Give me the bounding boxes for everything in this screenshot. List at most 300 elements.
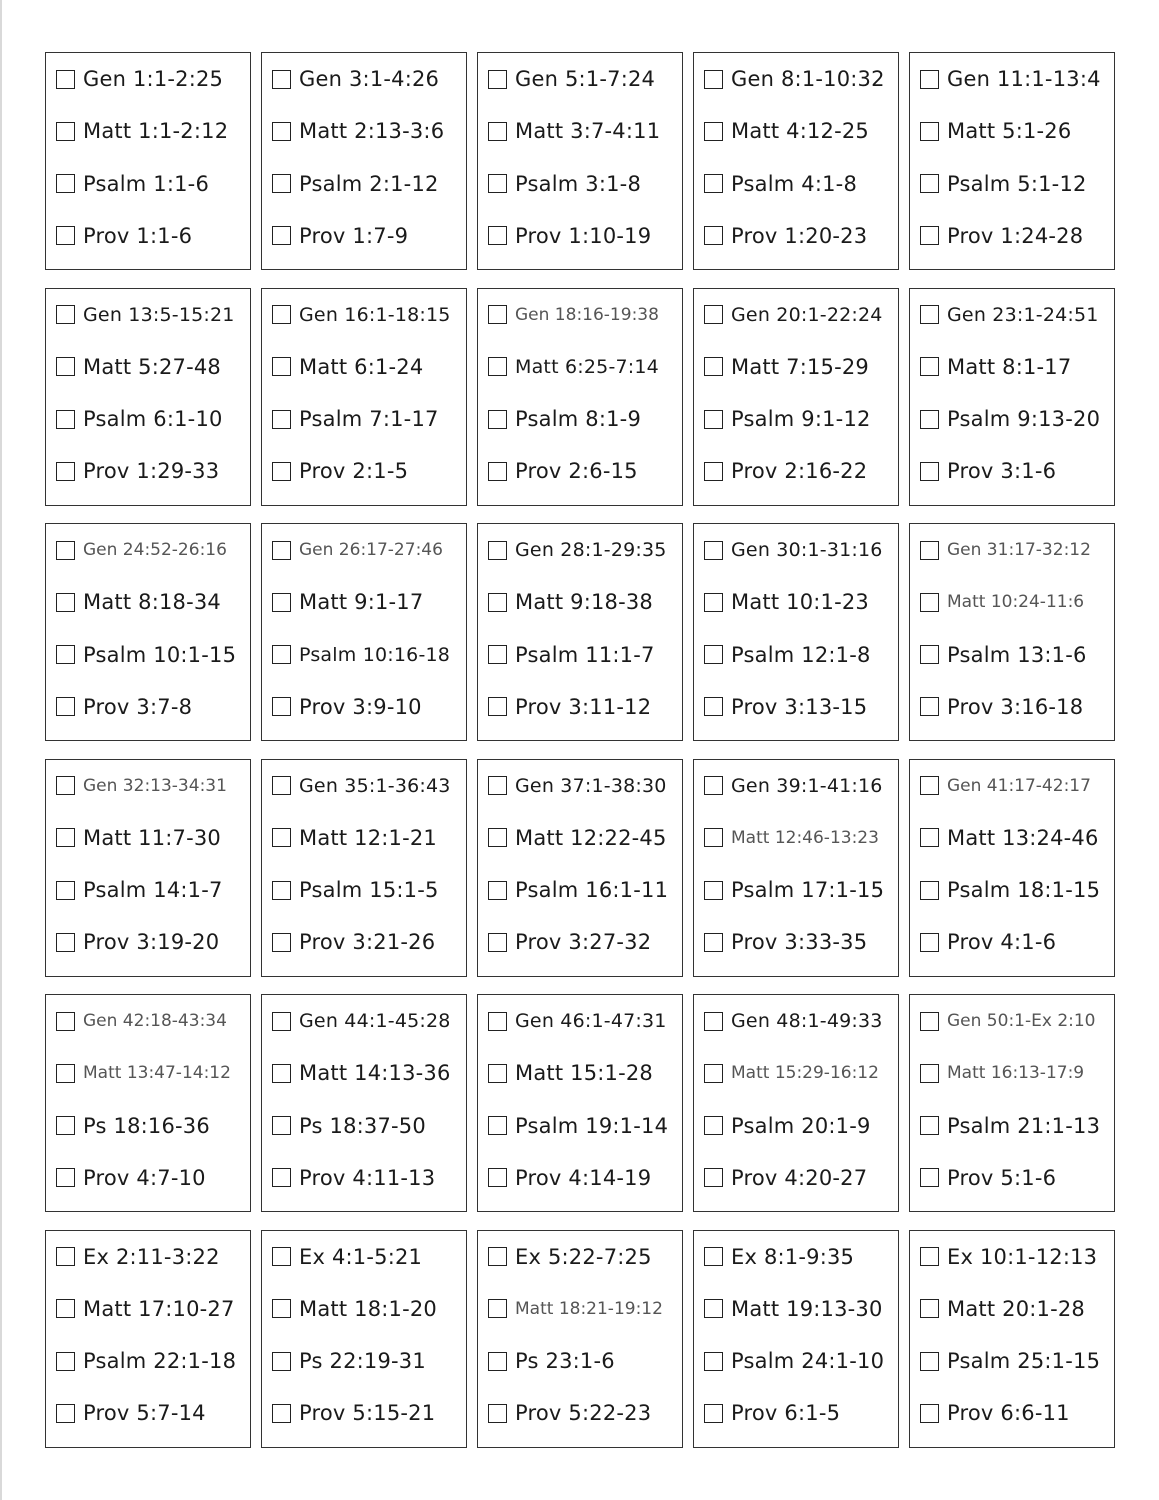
reading-label: Prov 5:1-6: [947, 1165, 1057, 1190]
reading-entry-psalm[interactable]: [56, 1112, 250, 1140]
reading-label: Gen 16:1-18:15: [299, 303, 451, 326]
reading-entry-gen[interactable]: [56, 301, 250, 329]
reading-label: Ex 2:11-3:22: [83, 1244, 220, 1269]
checkbox[interactable]: [704, 645, 723, 664]
reading-entry-psalm[interactable]: [272, 1347, 466, 1375]
reading-label: Prov 3:11-12: [515, 694, 652, 719]
page-edge: [0, 0, 2, 1500]
reading-label: Matt 1:1-2:12: [83, 119, 229, 144]
checkbox[interactable]: [56, 828, 75, 847]
checkbox[interactable]: [704, 697, 723, 716]
reading-label: Prov 5:7-14: [83, 1401, 206, 1426]
reading-entry-psalm[interactable]: [56, 641, 250, 669]
checkbox[interactable]: [56, 541, 75, 560]
checkbox[interactable]: [920, 1352, 939, 1371]
reading-entry-psalm[interactable]: [272, 1112, 466, 1140]
checkbox[interactable]: [56, 1116, 75, 1135]
checkbox[interactable]: [704, 226, 723, 245]
checkbox[interactable]: [272, 1352, 291, 1371]
reading-entry-matt[interactable]: [488, 824, 682, 852]
checkbox[interactable]: [488, 776, 507, 795]
checkbox[interactable]: [920, 122, 939, 141]
checkbox[interactable]: [488, 305, 507, 324]
checkbox[interactable]: [488, 462, 507, 481]
reading-entry-psalm[interactable]: [56, 1347, 250, 1375]
checkbox[interactable]: [704, 1352, 723, 1371]
reading-label: Prov 3:9-10: [299, 694, 422, 719]
reading-entry-prov[interactable]: [704, 1399, 898, 1427]
reading-entry-gen[interactable]: [272, 536, 466, 564]
checkbox[interactable]: [488, 174, 507, 193]
reading-entry-gen[interactable]: [920, 536, 1114, 564]
reading-label: Prov 3:19-20: [83, 930, 220, 955]
reading-label: Prov 1:24-28: [947, 223, 1084, 248]
reading-entry-prov[interactable]: [704, 928, 898, 956]
reading-entry-matt[interactable]: [704, 353, 898, 381]
reading-entry-prov[interactable]: [56, 1164, 250, 1192]
reading-entry-psalm[interactable]: [488, 641, 682, 669]
reading-entry-prov[interactable]: [704, 457, 898, 485]
checkbox[interactable]: [272, 1299, 291, 1318]
reading-entry-matt[interactable]: [488, 117, 682, 145]
checkbox[interactable]: [704, 305, 723, 324]
reading-entry-gen[interactable]: [920, 1243, 1114, 1271]
reading-label: Gen 46:1-47:31: [515, 1010, 667, 1032]
reading-entry-psalm[interactable]: [56, 876, 250, 904]
checkbox[interactable]: [704, 593, 723, 612]
reading-entry-matt[interactable]: [920, 1295, 1114, 1323]
checkbox[interactable]: [488, 1064, 507, 1083]
reading-entry-prov[interactable]: [488, 222, 682, 250]
reading-entry-gen[interactable]: [704, 1243, 898, 1271]
reading-entry-prov[interactable]: [704, 1164, 898, 1192]
reading-label: Prov 3:33-35: [731, 930, 868, 955]
checkbox[interactable]: [488, 70, 507, 89]
checkbox[interactable]: [704, 174, 723, 193]
reading-entry-psalm[interactable]: [920, 876, 1114, 904]
reading-label: Gen 3:1-4:26: [299, 67, 440, 91]
checkbox[interactable]: [272, 1012, 291, 1031]
reading-label: Ps 18:37-50: [299, 1113, 426, 1138]
reading-entry-matt[interactable]: [920, 117, 1114, 145]
reading-entry-prov[interactable]: [920, 457, 1114, 485]
reading-label: Psalm 9:1-12: [731, 407, 871, 432]
reading-entry-gen[interactable]: [488, 65, 682, 93]
reading-entry-prov[interactable]: [488, 457, 682, 485]
reading-entry-psalm[interactable]: [920, 170, 1114, 198]
reading-entry-psalm[interactable]: [272, 641, 466, 669]
checkbox[interactable]: [704, 1404, 723, 1423]
checkbox[interactable]: [488, 697, 507, 716]
reading-entry-prov[interactable]: [488, 928, 682, 956]
reading-entry-prov[interactable]: [56, 928, 250, 956]
checkbox[interactable]: [488, 1352, 507, 1371]
checkbox[interactable]: [272, 933, 291, 952]
checkbox[interactable]: [488, 645, 507, 664]
reading-entry-prov[interactable]: [272, 928, 466, 956]
reading-entry-prov[interactable]: [272, 1399, 466, 1427]
reading-label: Prov 1:20-23: [731, 223, 868, 248]
checkbox[interactable]: [272, 881, 291, 900]
reading-entry-prov[interactable]: [56, 222, 250, 250]
reading-label: Psalm 17:1-15: [731, 878, 885, 903]
reading-entry-gen[interactable]: [704, 65, 898, 93]
checkbox[interactable]: [272, 697, 291, 716]
checkbox[interactable]: [488, 1168, 507, 1187]
checkbox[interactable]: [920, 1404, 939, 1423]
reading-label: Prov 3:16-18: [947, 694, 1084, 719]
reading-entry-prov[interactable]: [56, 1399, 250, 1427]
reading-entry-matt[interactable]: [488, 353, 682, 381]
checkbox[interactable]: [488, 1116, 507, 1135]
checkbox[interactable]: [56, 122, 75, 141]
checkbox[interactable]: [272, 828, 291, 847]
reading-entry-gen[interactable]: [272, 301, 466, 329]
checkbox[interactable]: [920, 1064, 939, 1083]
checkbox[interactable]: [56, 1352, 75, 1371]
reading-entry-psalm[interactable]: [920, 1347, 1114, 1375]
reading-entry-psalm[interactable]: [704, 170, 898, 198]
checkbox[interactable]: [488, 1012, 507, 1031]
reading-entry-matt[interactable]: [272, 588, 466, 616]
checkbox[interactable]: [920, 1012, 939, 1031]
reading-label: Gen 30:1-31:16: [731, 539, 883, 561]
checkbox[interactable]: [704, 1116, 723, 1135]
reading-entry-psalm[interactable]: [56, 170, 250, 198]
reading-entry-matt[interactable]: [272, 824, 466, 852]
reading-entry-matt[interactable]: [272, 353, 466, 381]
reading-label: Prov 1:29-33: [83, 459, 220, 484]
checkbox[interactable]: [920, 410, 939, 429]
reading-entry-matt[interactable]: [56, 353, 250, 381]
checkbox[interactable]: [56, 1404, 75, 1423]
reading-entry-psalm[interactable]: [272, 170, 466, 198]
reading-label: Psalm 20:1-9: [731, 1113, 871, 1138]
reading-label: Psalm 4:1-8: [731, 171, 858, 196]
reading-label: Gen 32:13-34:31: [83, 775, 227, 796]
reading-label: Gen 23:1-24:51: [947, 303, 1099, 326]
reading-entry-gen[interactable]: [488, 536, 682, 564]
reading-entry-gen[interactable]: [704, 301, 898, 329]
checkbox[interactable]: [56, 174, 75, 193]
checkbox[interactable]: [488, 933, 507, 952]
checkbox[interactable]: [704, 462, 723, 481]
reading-entry-gen[interactable]: [704, 1007, 898, 1035]
reading-entry-matt[interactable]: [704, 1295, 898, 1323]
reading-entry-prov[interactable]: [920, 928, 1114, 956]
checkbox[interactable]: [920, 881, 939, 900]
checkbox[interactable]: [704, 541, 723, 560]
checkbox[interactable]: [56, 881, 75, 900]
reading-day-card: [909, 759, 1115, 977]
reading-day-card: [693, 288, 899, 506]
checkbox[interactable]: [488, 122, 507, 141]
reading-entry-psalm[interactable]: [488, 405, 682, 433]
reading-label: Matt 8:1-17: [947, 354, 1072, 379]
checkbox[interactable]: [920, 933, 939, 952]
checkbox[interactable]: [920, 828, 939, 847]
reading-entry-psalm[interactable]: [704, 1112, 898, 1140]
checkbox[interactable]: [920, 1247, 939, 1266]
reading-label: Ps 18:16-36: [83, 1113, 210, 1138]
checkbox[interactable]: [56, 1012, 75, 1031]
reading-entry-prov[interactable]: [272, 457, 466, 485]
reading-entry-gen[interactable]: [920, 772, 1114, 800]
reading-entry-prov[interactable]: [920, 1399, 1114, 1427]
reading-entry-gen[interactable]: [272, 1243, 466, 1271]
reading-entry-matt[interactable]: [56, 1295, 250, 1323]
checkbox[interactable]: [272, 541, 291, 560]
checkbox[interactable]: [272, 357, 291, 376]
checkbox[interactable]: [920, 645, 939, 664]
checkbox[interactable]: [704, 776, 723, 795]
checkbox[interactable]: [488, 410, 507, 429]
checkbox[interactable]: [920, 541, 939, 560]
checkbox[interactable]: [920, 462, 939, 481]
checkbox[interactable]: [488, 881, 507, 900]
checkbox[interactable]: [704, 1299, 723, 1318]
checkbox[interactable]: [704, 357, 723, 376]
checkbox[interactable]: [56, 226, 75, 245]
reading-entry-gen[interactable]: [56, 1007, 250, 1035]
reading-label: Psalm 12:1-8: [731, 642, 871, 667]
reading-entry-gen[interactable]: [272, 1007, 466, 1035]
reading-day-card: [693, 523, 899, 741]
reading-entry-prov[interactable]: [920, 222, 1114, 250]
checkbox[interactable]: [272, 1247, 291, 1266]
reading-entry-gen[interactable]: [272, 772, 466, 800]
reading-day-card: [693, 1230, 899, 1448]
reading-label: Matt 3:7-4:11: [515, 119, 661, 144]
reading-label: Gen 35:1-36:43: [299, 774, 451, 797]
reading-day-card: [909, 523, 1115, 741]
reading-entry-prov[interactable]: [920, 693, 1114, 721]
reading-entry-matt[interactable]: [704, 824, 898, 852]
checkbox[interactable]: [704, 1064, 723, 1083]
checkbox[interactable]: [920, 305, 939, 324]
checkbox[interactable]: [488, 1247, 507, 1266]
checkbox[interactable]: [704, 410, 723, 429]
reading-label: Psalm 21:1-13: [947, 1113, 1101, 1138]
checkbox[interactable]: [272, 1116, 291, 1135]
reading-entry-prov[interactable]: [272, 1164, 466, 1192]
checkbox[interactable]: [56, 70, 75, 89]
reading-entry-psalm[interactable]: [488, 170, 682, 198]
checkbox[interactable]: [704, 70, 723, 89]
reading-entry-prov[interactable]: [920, 1164, 1114, 1192]
reading-entry-matt[interactable]: [704, 588, 898, 616]
checkbox[interactable]: [704, 828, 723, 847]
reading-entry-prov[interactable]: [56, 457, 250, 485]
checkbox[interactable]: [920, 226, 939, 245]
reading-label: Psalm 14:1-7: [83, 878, 223, 903]
reading-entry-matt[interactable]: [56, 117, 250, 145]
reading-entry-gen[interactable]: [56, 65, 250, 93]
reading-label: Prov 1:7-9: [299, 223, 409, 248]
checkbox[interactable]: [920, 593, 939, 612]
reading-day-card: [261, 759, 467, 977]
checkbox[interactable]: [920, 1299, 939, 1318]
checkbox[interactable]: [56, 645, 75, 664]
reading-label: Matt 2:13-3:6: [299, 119, 445, 144]
reading-entry-psalm[interactable]: [704, 1347, 898, 1375]
reading-entry-prov[interactable]: [488, 693, 682, 721]
reading-entry-matt[interactable]: [704, 117, 898, 145]
reading-entry-prov[interactable]: [56, 693, 250, 721]
reading-label: Ex 4:1-5:21: [299, 1244, 423, 1269]
checkbox[interactable]: [56, 1064, 75, 1083]
checkbox[interactable]: [272, 776, 291, 795]
reading-label: Prov 3:1-6: [947, 459, 1057, 484]
reading-entry-prov[interactable]: [272, 693, 466, 721]
checkbox[interactable]: [920, 697, 939, 716]
reading-entry-psalm[interactable]: [920, 405, 1114, 433]
reading-entry-gen[interactable]: [56, 772, 250, 800]
checkbox[interactable]: [56, 357, 75, 376]
reading-entry-gen[interactable]: [56, 1243, 250, 1271]
reading-entry-prov[interactable]: [704, 693, 898, 721]
reading-label: Gen 41:17-42:17: [947, 775, 1091, 796]
reading-label: Matt 19:13-30: [731, 1296, 883, 1321]
reading-entry-gen[interactable]: [488, 1243, 682, 1271]
reading-entry-matt[interactable]: [920, 353, 1114, 381]
reading-entry-gen[interactable]: [272, 65, 466, 93]
checkbox[interactable]: [920, 1168, 939, 1187]
checkbox[interactable]: [272, 410, 291, 429]
reading-label: Matt 16:13-17:9: [947, 1063, 1085, 1084]
checkbox[interactable]: [704, 1012, 723, 1031]
reading-label: Gen 13:5-15:21: [83, 303, 235, 326]
reading-entry-matt[interactable]: [488, 1295, 682, 1323]
reading-entry-prov[interactable]: [272, 222, 466, 250]
checkbox[interactable]: [704, 122, 723, 141]
checkbox[interactable]: [56, 776, 75, 795]
checkbox[interactable]: [920, 70, 939, 89]
reading-entry-matt[interactable]: [272, 1059, 466, 1087]
checkbox[interactable]: [272, 593, 291, 612]
reading-entry-psalm[interactable]: [704, 876, 898, 904]
reading-entry-psalm[interactable]: [920, 1112, 1114, 1140]
reading-entry-matt[interactable]: [488, 1059, 682, 1087]
reading-entry-psalm[interactable]: [704, 641, 898, 669]
reading-label: Psalm 15:1-5: [299, 878, 439, 903]
reading-entry-prov[interactable]: [488, 1164, 682, 1192]
checkbox[interactable]: [488, 1299, 507, 1318]
reading-entry-gen[interactable]: [920, 65, 1114, 93]
reading-label: Gen 48:1-49:33: [731, 1010, 883, 1032]
reading-entry-gen[interactable]: [920, 301, 1114, 329]
checkbox[interactable]: [488, 541, 507, 560]
checkbox[interactable]: [488, 1404, 507, 1423]
checkbox[interactable]: [272, 1168, 291, 1187]
reading-entry-psalm[interactable]: [704, 405, 898, 433]
reading-entry-matt[interactable]: [56, 1059, 250, 1087]
checkbox[interactable]: [704, 933, 723, 952]
checkbox[interactable]: [920, 357, 939, 376]
reading-entry-matt[interactable]: [920, 1059, 1114, 1087]
reading-entry-matt[interactable]: [56, 588, 250, 616]
checkbox[interactable]: [272, 122, 291, 141]
checkbox[interactable]: [56, 462, 75, 481]
reading-label: Psalm 11:1-7: [515, 642, 655, 667]
checkbox[interactable]: [272, 226, 291, 245]
reading-entry-matt[interactable]: [56, 824, 250, 852]
reading-entry-gen[interactable]: [56, 536, 250, 564]
reading-entry-gen[interactable]: [704, 536, 898, 564]
checkbox[interactable]: [488, 357, 507, 376]
reading-entry-matt[interactable]: [920, 824, 1114, 852]
reading-label: Gen 20:1-22:24: [731, 303, 883, 326]
checkbox[interactable]: [272, 305, 291, 324]
reading-entry-prov[interactable]: [704, 222, 898, 250]
reading-label: Ex 8:1-9:35: [731, 1244, 855, 1269]
reading-entry-psalm[interactable]: [920, 641, 1114, 669]
checkbox[interactable]: [704, 1168, 723, 1187]
checkbox[interactable]: [488, 593, 507, 612]
checkbox[interactable]: [56, 933, 75, 952]
checkbox[interactable]: [272, 462, 291, 481]
checkbox[interactable]: [56, 697, 75, 716]
reading-label: Ex 10:1-12:13: [947, 1244, 1098, 1269]
reading-entry-gen[interactable]: [488, 772, 682, 800]
reading-entry-prov[interactable]: [488, 1399, 682, 1427]
checkbox[interactable]: [56, 305, 75, 324]
checkbox[interactable]: [56, 1247, 75, 1266]
reading-entry-gen[interactable]: [488, 1007, 682, 1035]
reading-entry-gen[interactable]: [488, 301, 682, 329]
checkbox[interactable]: [272, 70, 291, 89]
reading-entry-psalm[interactable]: [272, 405, 466, 433]
checkbox[interactable]: [56, 1299, 75, 1318]
reading-entry-matt[interactable]: [272, 117, 466, 145]
reading-entry-matt[interactable]: [488, 588, 682, 616]
checkbox[interactable]: [920, 1116, 939, 1135]
reading-entry-psalm[interactable]: [56, 405, 250, 433]
checkbox[interactable]: [920, 776, 939, 795]
checkbox[interactable]: [272, 1064, 291, 1083]
reading-label: Matt 13:47-14:12: [83, 1063, 231, 1084]
reading-entry-psalm[interactable]: [488, 1112, 682, 1140]
reading-label: Matt 10:24-11:6: [947, 592, 1085, 613]
checkbox[interactable]: [56, 410, 75, 429]
checkbox[interactable]: [56, 593, 75, 612]
reading-entry-psalm[interactable]: [272, 876, 466, 904]
checkbox[interactable]: [488, 226, 507, 245]
reading-entry-psalm[interactable]: [488, 1347, 682, 1375]
checkbox[interactable]: [704, 881, 723, 900]
reading-entry-matt[interactable]: [920, 588, 1114, 616]
checkbox[interactable]: [56, 1168, 75, 1187]
checkbox[interactable]: [272, 174, 291, 193]
reading-label: Prov 3:21-26: [299, 930, 436, 955]
checkbox[interactable]: [488, 828, 507, 847]
reading-label: Matt 6:25-7:14: [515, 355, 659, 378]
reading-label: Prov 4:11-13: [299, 1165, 436, 1190]
reading-label: Psalm 10:1-15: [83, 642, 237, 667]
reading-day-card: [477, 52, 683, 270]
reading-entry-gen[interactable]: [704, 772, 898, 800]
reading-entry-gen[interactable]: [920, 1007, 1114, 1035]
reading-entry-matt[interactable]: [704, 1059, 898, 1087]
reading-day-card: [693, 994, 899, 1212]
checkbox[interactable]: [272, 645, 291, 664]
reading-entry-matt[interactable]: [272, 1295, 466, 1323]
checkbox[interactable]: [272, 1404, 291, 1423]
reading-entry-psalm[interactable]: [488, 876, 682, 904]
checkbox[interactable]: [704, 1247, 723, 1266]
checkbox[interactable]: [920, 174, 939, 193]
reading-label: Prov 4:7-10: [83, 1165, 206, 1190]
